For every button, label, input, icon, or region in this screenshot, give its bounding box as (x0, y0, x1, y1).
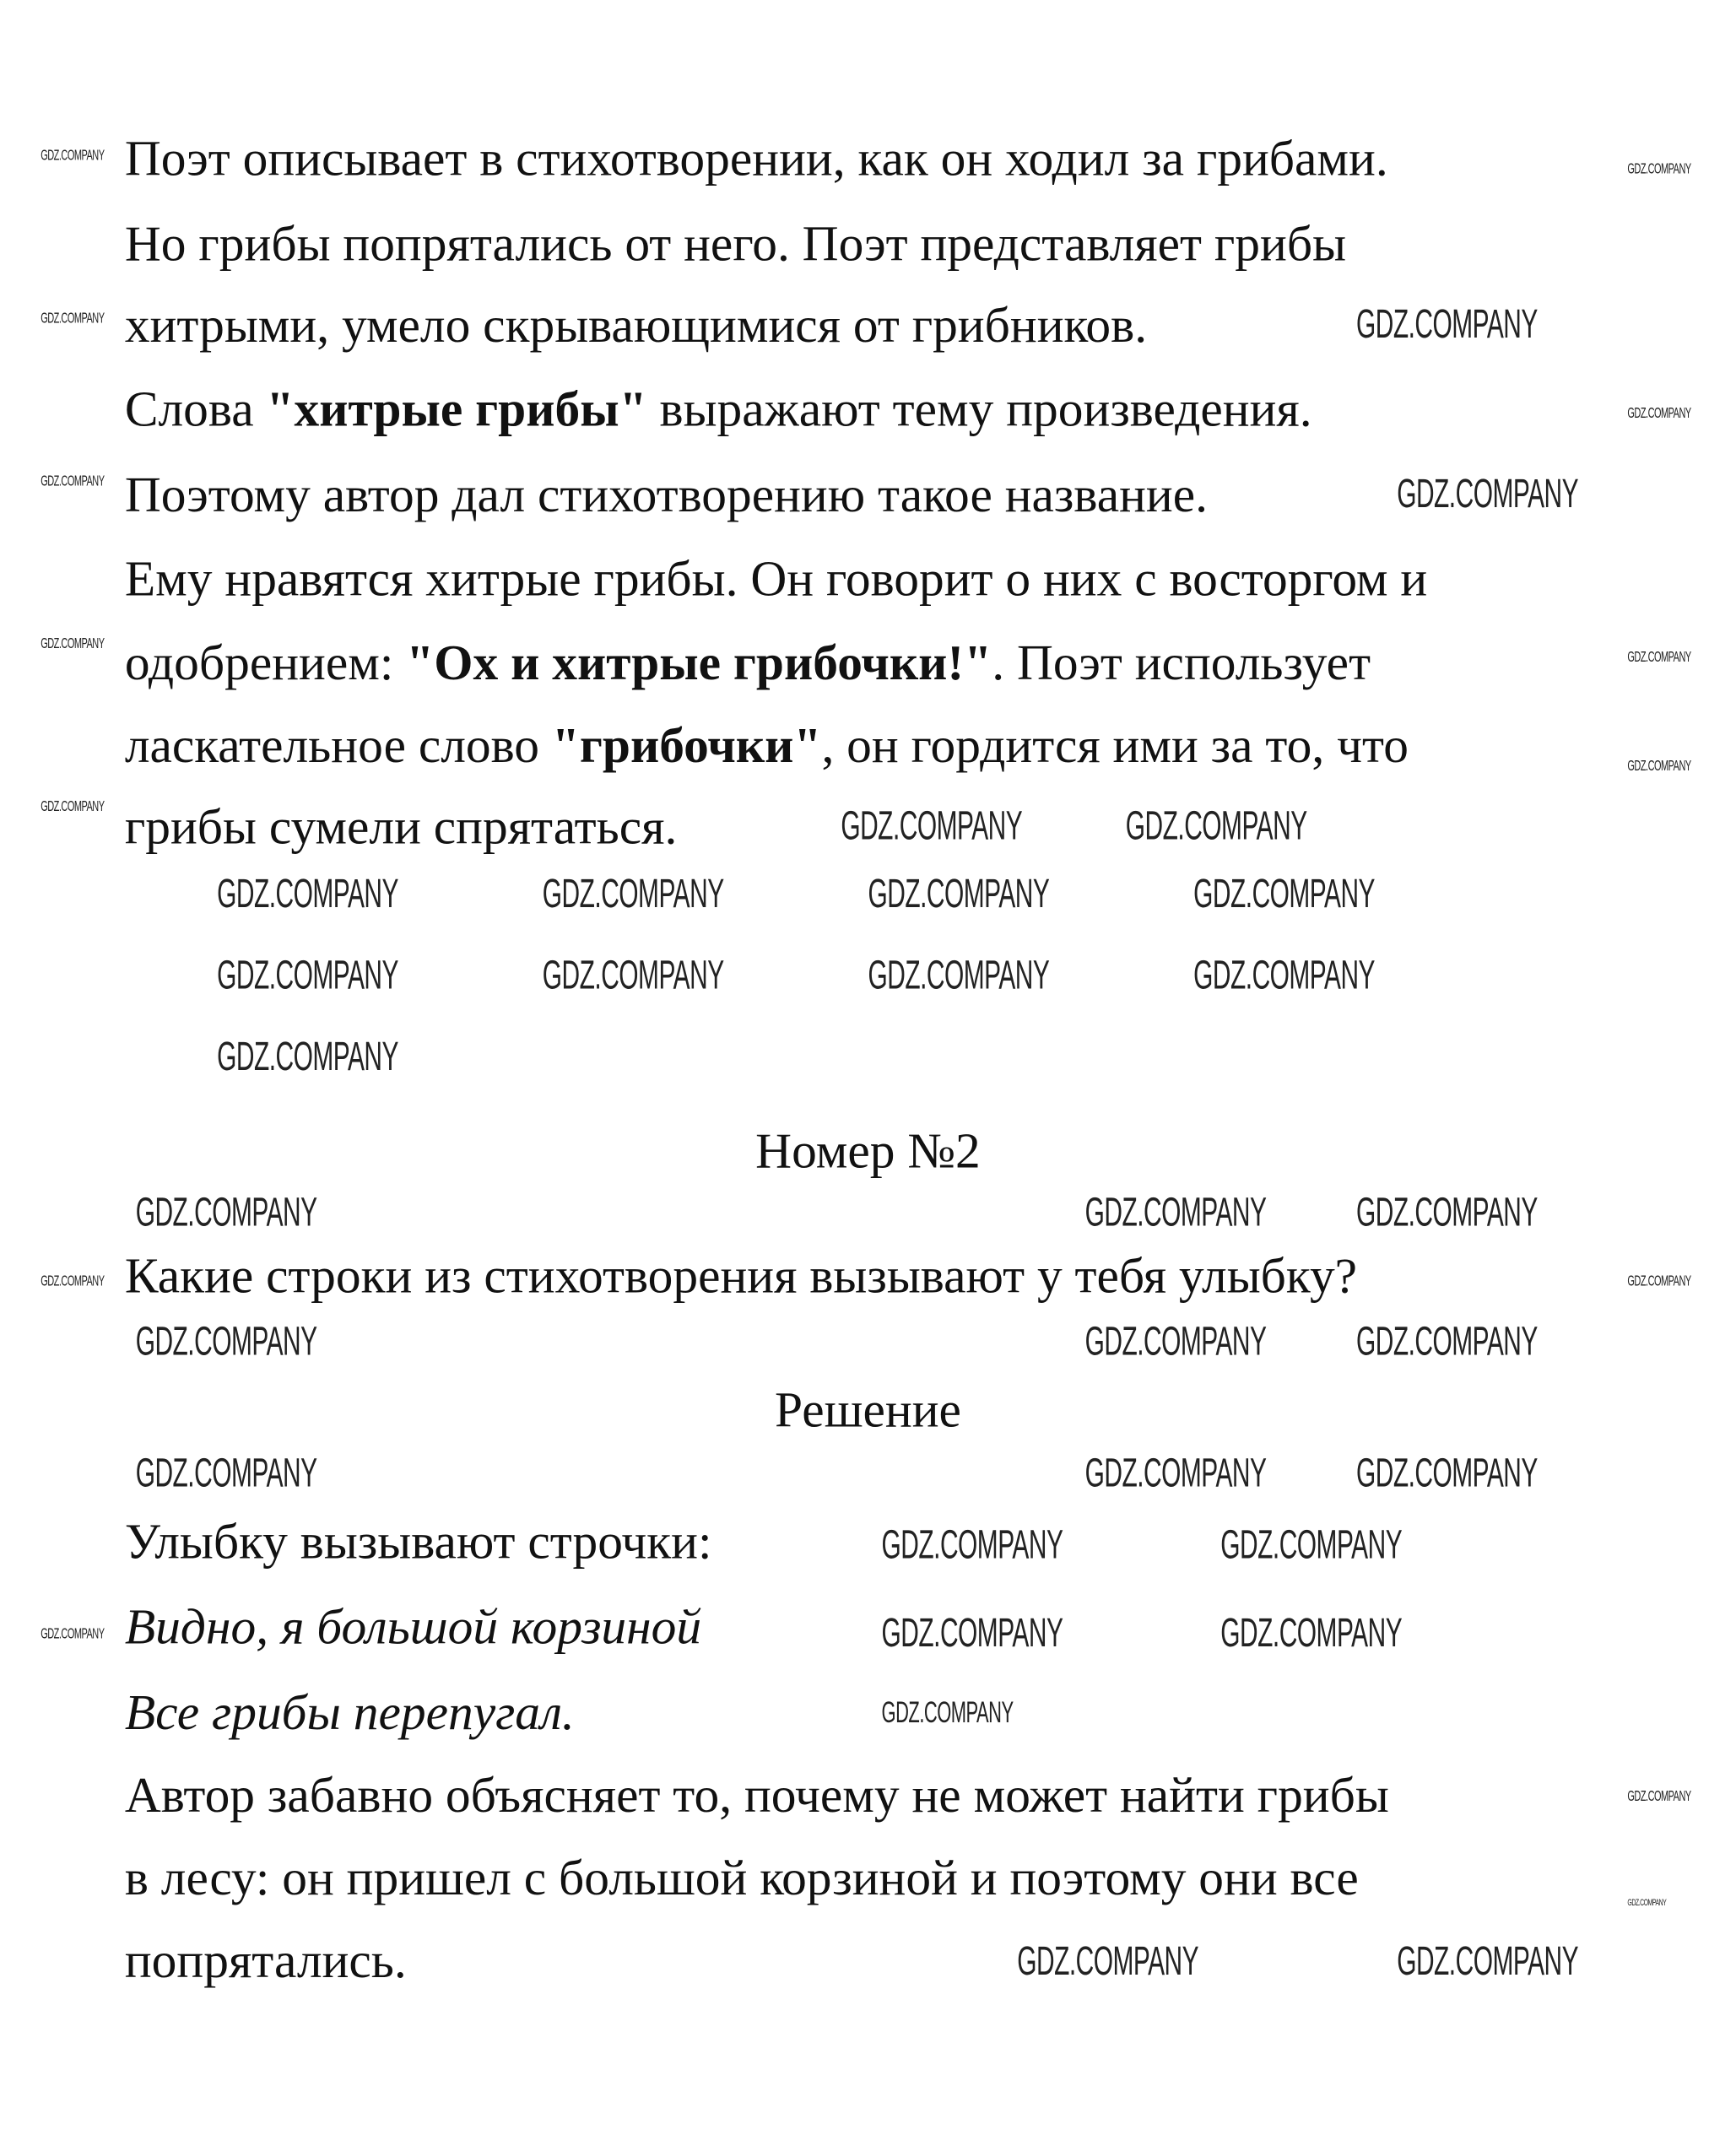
watermark: GDZ.COMPANY (1193, 872, 1375, 917)
watermark: GDZ.COMPANY (41, 798, 105, 815)
watermark: GDZ.COMPANY (1397, 1939, 1579, 1985)
quote-line: Все грибы перепугал. (124, 1685, 575, 1742)
watermark: GDZ.COMPANY (41, 1273, 105, 1290)
watermark: GDZ.COMPANY (41, 1625, 105, 1643)
watermark: GDZ.COMPANY (135, 1190, 317, 1235)
watermark: GDZ.COMPANY (217, 872, 398, 917)
text-line: Автор забавно объясняет то, почему не может найти грибы (124, 1768, 1389, 1824)
task-question: Какие строки из стихотворения вызывают у тебя улыбку? (124, 1249, 1358, 1305)
watermark: GDZ.COMPANY (1017, 1939, 1199, 1985)
text: . Поэт использует (992, 635, 1371, 692)
watermark: GDZ.COMPANY (1356, 1190, 1538, 1235)
text-line (125, 637, 1371, 691)
watermark: GDZ.COMPANY (41, 635, 105, 652)
watermark: GDZ.COMPANY (1356, 1451, 1538, 1496)
watermark: GDZ.COMPANY (881, 1611, 1063, 1656)
watermark: GDZ.COMPANY (1193, 953, 1375, 998)
watermark: GDZ.COMPANY (1627, 1898, 1667, 1909)
watermark: GDZ.COMPANY (881, 1522, 1063, 1568)
watermark: GDZ.COMPANY (41, 473, 105, 490)
watermark: GDZ.COMPANY (868, 872, 1050, 917)
watermark: GDZ.COMPANY (135, 1451, 317, 1496)
text: выражают тему произведения. (646, 382, 1312, 439)
text: Слова (124, 382, 267, 439)
solution-label: Решение (775, 1383, 961, 1440)
text: одобрением: (124, 635, 407, 692)
watermark: GDZ.COMPANY (1125, 803, 1307, 849)
watermark: GDZ.COMPANY (1627, 649, 1691, 667)
text-line: Улыбку вызывают строчки: (124, 1515, 712, 1570)
text: ласкательное слово (124, 718, 552, 775)
watermark: GDZ.COMPANY (1627, 1788, 1691, 1805)
watermark: GDZ.COMPANY (1627, 161, 1691, 178)
watermark: GDZ.COMPANY (841, 803, 1023, 849)
text-line: Поэтому автор дал стихотворению такое название. (124, 467, 1208, 524)
watermark: GDZ.COMPANY (217, 953, 398, 998)
watermark: GDZ.COMPANY (881, 1694, 1014, 1729)
text-line (125, 384, 1312, 438)
quote-line: Видно, я большой корзиной (124, 1600, 702, 1656)
watermark: GDZ.COMPANY (41, 148, 105, 165)
text-line: Ему нравятся хитрые грибы. Он говорит о них с восторгом и (124, 552, 1428, 608)
bold-text: "Ох и хитрые грибочки!" (406, 635, 992, 692)
watermark: GDZ.COMPANY (1356, 302, 1538, 348)
text-line: Но грибы попрятались от него. Поэт представляет грибы (124, 217, 1347, 273)
text: , он гордится ими за то, что (821, 718, 1409, 775)
watermark: GDZ.COMPANY (542, 953, 724, 998)
watermark: GDZ.COMPANY (1627, 758, 1691, 775)
watermark: GDZ.COMPANY (1084, 1190, 1267, 1235)
watermark: GDZ.COMPANY (217, 1035, 398, 1080)
text-line (125, 720, 1409, 774)
watermark: GDZ.COMPANY (135, 1319, 317, 1365)
text-line: хитрыми, умело скрывающимися от грибников. (124, 298, 1148, 354)
watermark: GDZ.COMPANY (1084, 1319, 1267, 1365)
watermark: GDZ.COMPANY (1356, 1319, 1538, 1365)
watermark: GDZ.COMPANY (1397, 472, 1579, 517)
watermark: GDZ.COMPANY (868, 953, 1050, 998)
bold-text: "хитрые грибы" (266, 382, 647, 439)
text-line: попрятались. (124, 1933, 407, 1990)
text-line: в лесу: он пришел с большой корзиной и поэтому они все (124, 1851, 1359, 1907)
watermark: GDZ.COMPANY (1627, 1273, 1691, 1290)
bold-text: "грибочки" (551, 718, 822, 775)
watermark: GDZ.COMPANY (1084, 1451, 1267, 1496)
watermark: GDZ.COMPANY (1220, 1611, 1403, 1656)
watermark: GDZ.COMPANY (41, 311, 105, 327)
watermark: GDZ.COMPANY (1220, 1522, 1403, 1568)
watermark: GDZ.COMPANY (542, 872, 724, 917)
task-title: Номер №2 (755, 1124, 981, 1181)
text-line: грибы сумели спрятаться. (124, 800, 678, 857)
watermark: GDZ.COMPANY (1627, 405, 1691, 422)
text-line: Поэт описывает в стихотворении, как он ходил за грибами. (124, 131, 1388, 187)
